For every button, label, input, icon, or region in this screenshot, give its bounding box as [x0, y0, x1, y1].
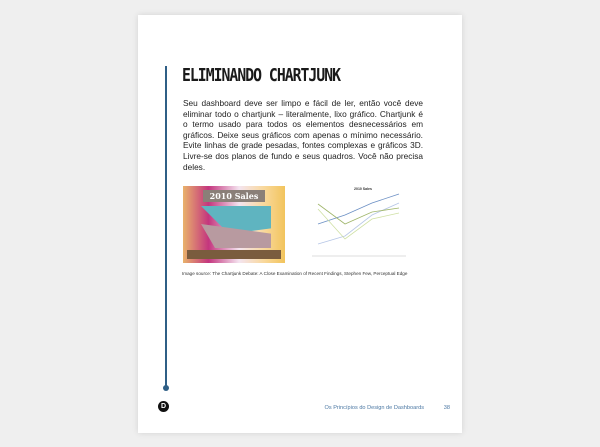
clean-line-chart [298, 186, 428, 266]
brand-logo-icon: D [158, 401, 169, 412]
footer-title: Os Princípios do Design de Dashboards [324, 405, 424, 411]
chartjunk-example-image [183, 186, 285, 263]
vertical-rule [165, 66, 167, 387]
page-title: ELIMINANDO CHARTJUNK [182, 65, 341, 86]
clean-chart-title: 2010 Sales [354, 187, 372, 191]
body-paragraph: Seu dashboard deve ser limpo e fácil de ler, então você deve eliminar todo o chartjunk – literalmente, lixo gráfico. Chartjunk é o termo usado para todos os elementos desnecessários em gráficos. Deixe seus gráficos com apenas o mínimo necessário. Evite linhas de grade pesadas, fontes complexas e gráficos 3D. Livre-se dos planos de fundo e seus quadros. Você não precisa deles. [183, 98, 423, 172]
rule-endpoint-dot [163, 385, 169, 391]
page-number: 38 [443, 405, 450, 411]
chart-legend-bar [187, 250, 281, 259]
document-page [138, 15, 462, 433]
chart-banner: 2010 Sales [203, 190, 265, 202]
image-caption: Image source: The Chartjunk Debate: A Close Examination of Recent Findings, Stephen Few, Perceptual Edge [182, 271, 408, 276]
clean-chart-image [298, 186, 428, 266]
